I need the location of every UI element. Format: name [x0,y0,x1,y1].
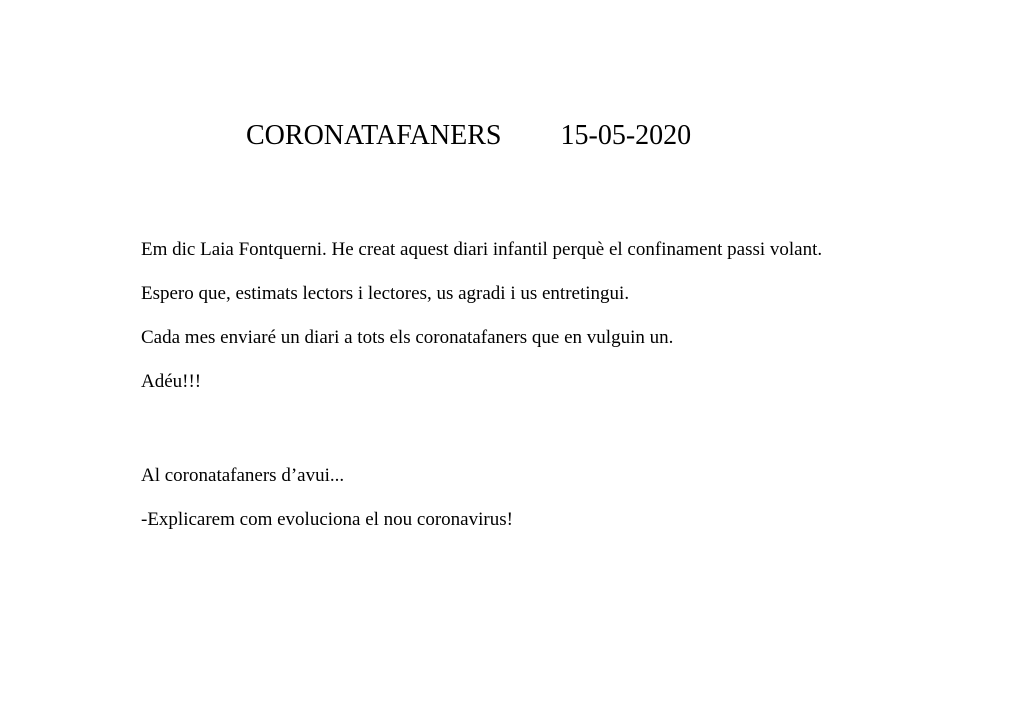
document-date: 15-05-2020 [560,120,692,151]
today-heading: Al coronatafaners d’avui... [141,465,345,486]
document-title: CORONATAFANERS [246,120,502,151]
today-item: -Explicarem com evoluciona el nou coronavirus! [141,509,513,530]
document-header [246,118,806,154]
document-body [141,237,841,551]
intro-paragraph: Espero que, estimats lectors i lectores, us agradi i us entretingui. [141,283,630,304]
intro-paragraph: Cada mes enviaré un diari a tots els coronatafaners que en vulguin un. [141,327,674,348]
intro-paragraph: Em dic Laia Fontquerni. He creat aquest diari infantil perquè el confinament passi volant. [141,239,823,260]
farewell-paragraph: Adéu!!! [141,371,202,392]
section-spacer [141,413,841,463]
